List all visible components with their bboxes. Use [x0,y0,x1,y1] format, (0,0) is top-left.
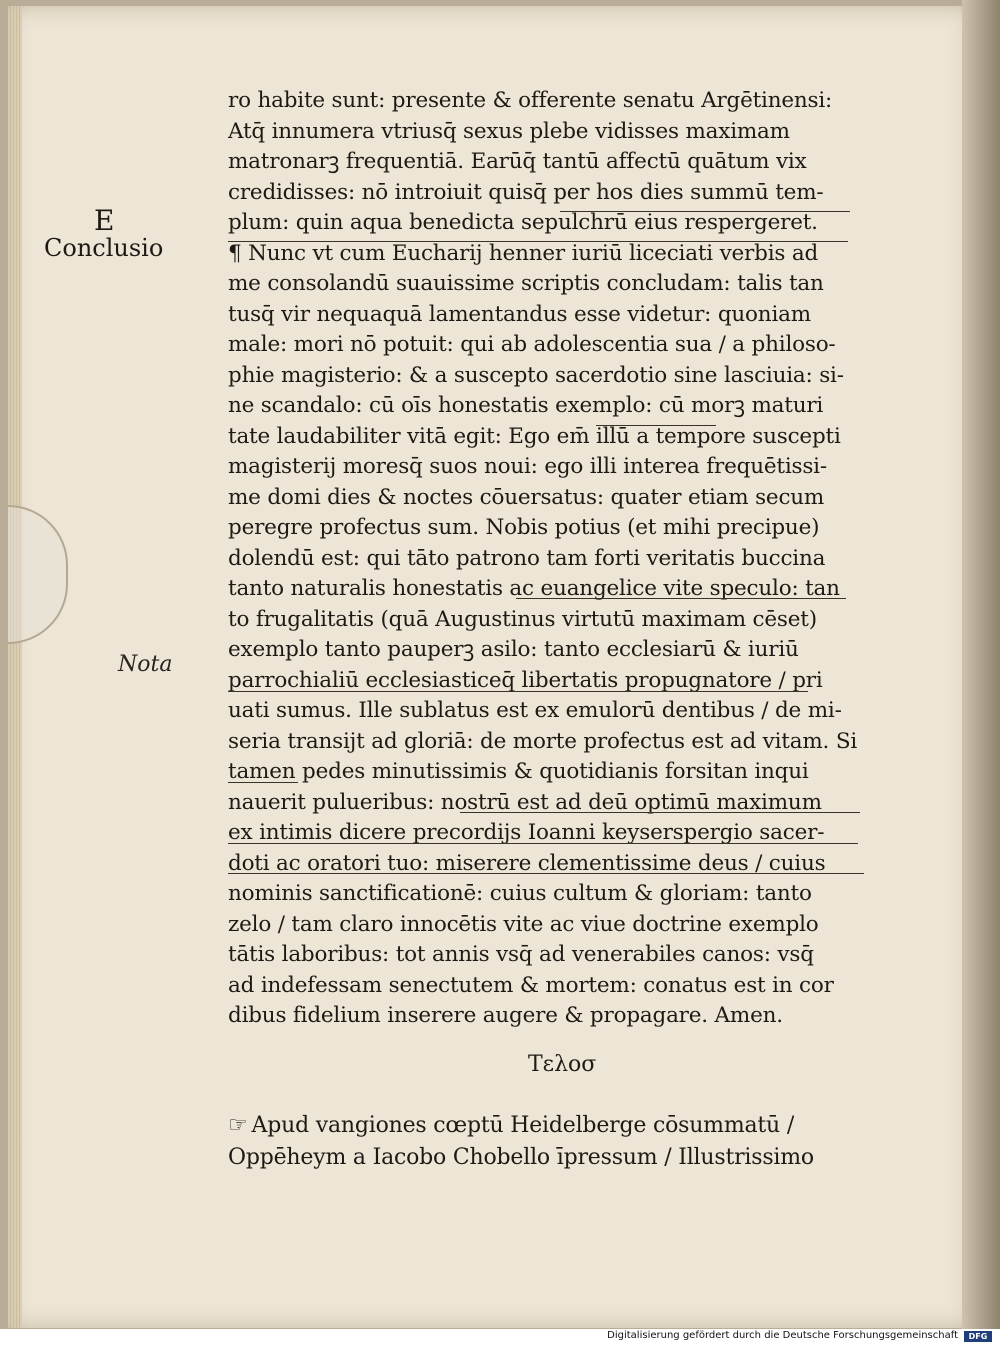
handwritten-underline [460,812,860,813]
text-line: credidisses: nō introiuit quisq̄ per hos dies summū tem- [228,179,824,205]
text-line: tate laudabiliter vitā egit: Ego em̄ illū a tempore suscepti [228,423,841,449]
margin-note-conclusio: Conclusio [44,234,164,262]
book-binding [962,0,1000,1330]
text-line: uati sumus. Ille sublatus est ex emulorū dentibus / de mi- [228,698,842,723]
text-line: dolendū est: qui tāto patrono tam forti veritatis buccina [228,545,826,571]
text-line: matronarꝫ frequentiā. Earūq̄ tantū affectū quātum vix [228,149,807,174]
dfg-logo: DFG [964,1331,992,1342]
text-line: zelo / tam claro innocētis vite ac viue doctrine exemplo [228,911,819,937]
telos-heading: Τελοσ [528,1052,597,1077]
handwritten-underline [228,782,298,783]
text-line: parrochialiū ecclesiasticeq̄ libertatis propugnatore / pri [228,667,823,693]
colophon-line [228,1110,873,1142]
text-line: male: mori nō potuit: qui ab adolescentia sua / a philoso- [228,332,836,357]
text-line: ad indefessam senectutem & mortem: conatus est in cor [228,972,834,998]
handwritten-underline [228,691,808,692]
handwritten-underline [228,241,848,242]
text-line: to frugalitatis (quā Augustinus virtutū maximam cēset) [228,606,817,632]
handwritten-underline [516,598,846,599]
text-line: me consolandū suauissime scriptis concludam: talis tan [228,271,824,296]
text-line: ne scandalo: cū oīs honestatis exemplo: cū morꝫ maturi [228,393,824,418]
text-line: magisterij moresq̄ suos noui: ego illi interea frequētissi- [228,454,827,479]
colophon-line: Oppēheym a Iacobo Chobello īpressum / Illustrissimo [228,1145,814,1170]
text-line: seria transijt ad gloriā: de morte profectus est ad vitam. Si [228,728,858,754]
text-line: peregre profectus sum. Nobis potius (et mihi precipue) [228,515,820,540]
text-line: exemplo tanto pauperꝫ asilo: tanto ecclesiarū & iuriū [228,637,799,662]
footer-credit: Digitalisierung gefördert durch die Deutsche Forschungsgemeinschaft [607,1330,958,1341]
text-line: me domi dies & noctes cōuersatus: quater etiam secum [228,484,825,510]
text-line: tanto naturalis honestatis ac euangelice vite speculo: tan [228,576,840,601]
text-line: nominis sanctificationē: cuius cultum & gloriam: tanto [228,881,812,906]
text-line: plum: quin aqua benedicta sepulchrū eius respergeret. [228,210,818,235]
text-line: Atq̄ innumera vtriusq̄ sexus plebe vidisses maximam [228,118,790,144]
margin-note-nota: Nota [118,652,173,677]
handwritten-underline [228,843,858,844]
text-line: tātis laboribus: tot annis vsq̄ ad venerabiles canos: vsq̄ [228,942,814,967]
colophon-line-text: Apud vangiones cœptū Heidelberge cōsummatū / [251,1113,795,1138]
text-line: ¶ Nunc vt cum Eucharij henner iuriū liceciati verbis ad [228,240,819,266]
text-line: dibus fidelium inserere augere & propagare. Amen. [228,1003,783,1028]
footer-bar [0,1329,1000,1345]
main-text-block [228,86,873,1032]
margin-note-letter: E [94,204,115,237]
text-line: doti ac oratori tuo: miserere clementissime deus / cuius [228,850,826,876]
page-edges [8,6,22,1328]
handwritten-underline [596,425,716,426]
handwritten-underline [560,211,850,212]
text-line: phie magisterio: & a suscepto sacerdotio sine lasciuia: si- [228,362,844,388]
text-line: ro habite sunt: presente & offerente senatu Argētinensi: [228,88,833,113]
colophon [228,1110,873,1174]
pointing-hand-icon: ☞ [228,1113,248,1138]
handwritten-underline [228,873,864,874]
text-line: tusq̄ vir nequaquā lamentandus esse videtur: quoniam [228,301,811,327]
text-line: tamen pedes minutissimis & quotidianis forsitan inqui [228,759,809,784]
text-line: nauerit pulueribus: nostrū est ad deū optimū maximum [228,789,822,815]
text-line: ex intimis dicere precordijs Ioanni keyserspergio sacer- [228,820,825,845]
